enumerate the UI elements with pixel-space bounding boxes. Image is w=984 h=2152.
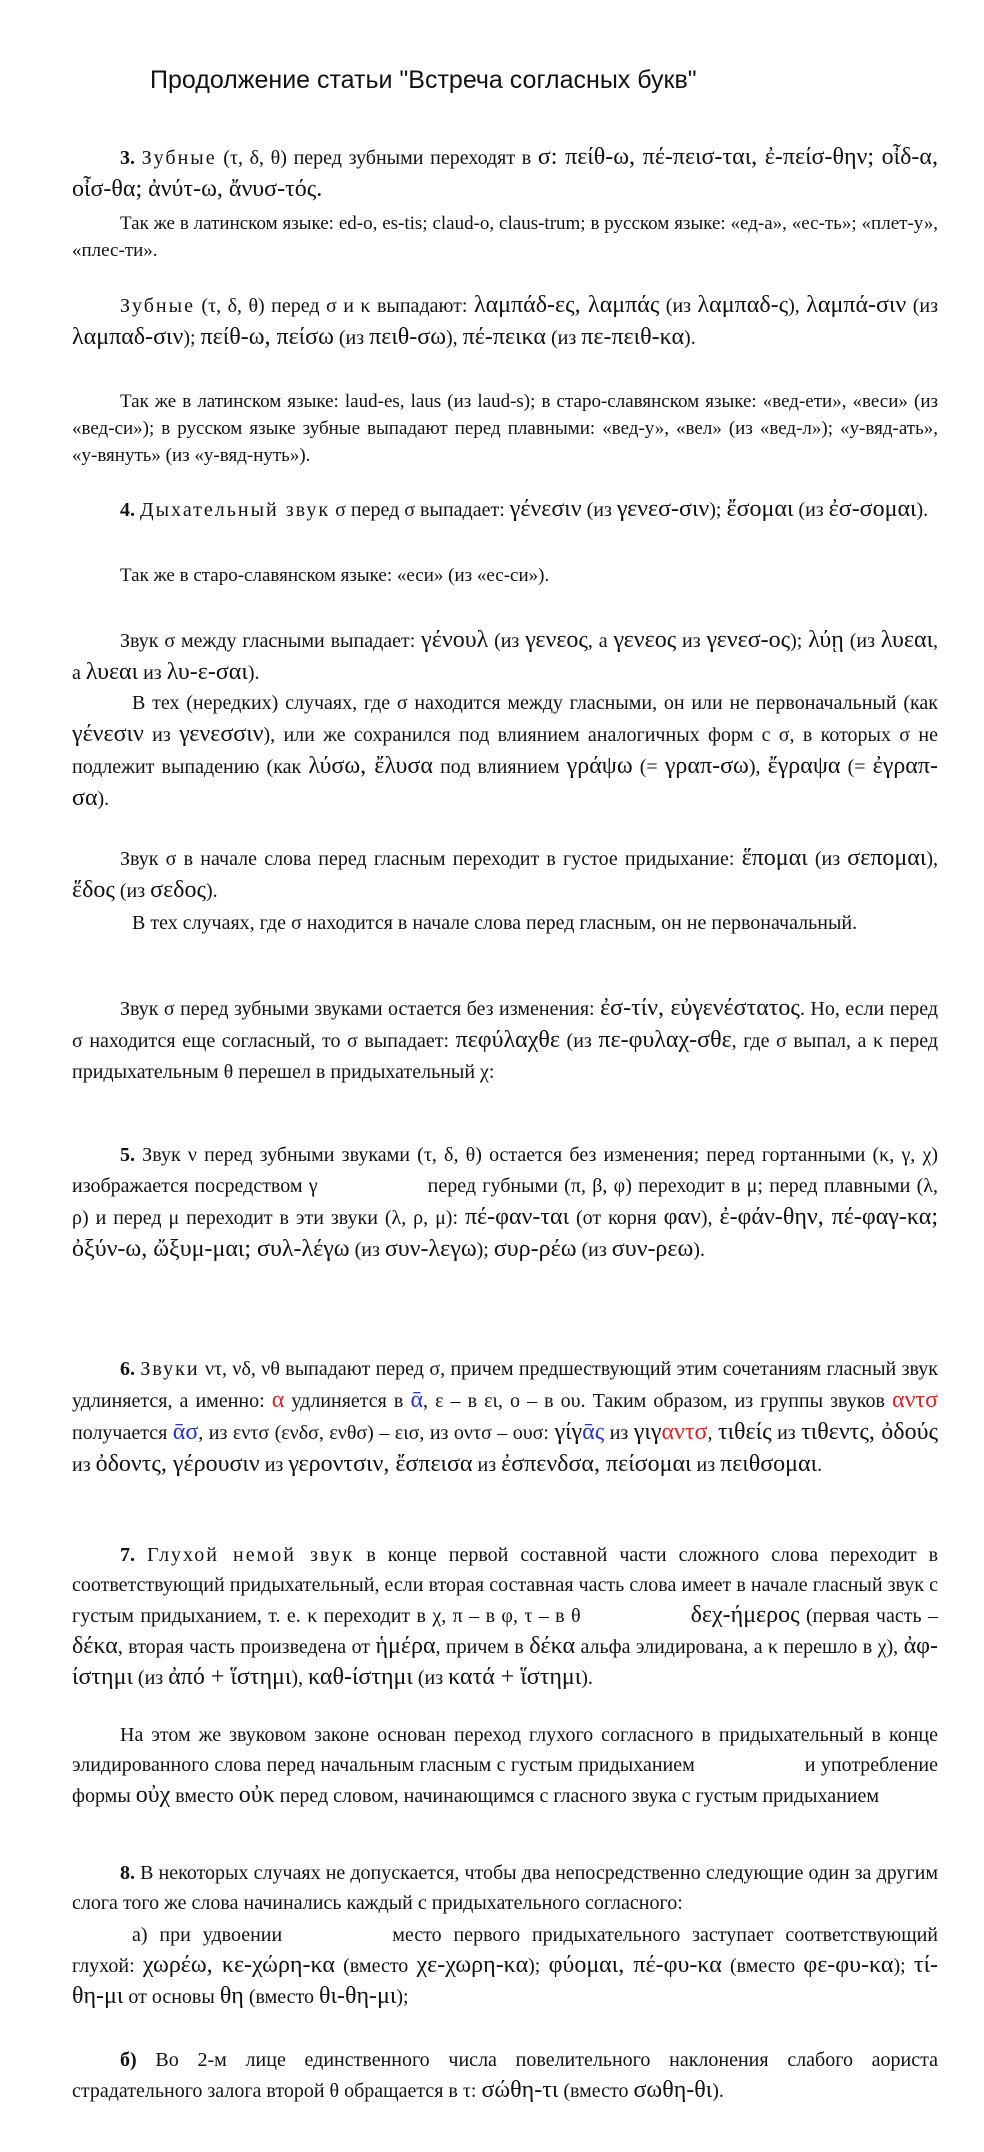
section-number: 3. <box>120 147 135 169</box>
sigma-initial: Звук σ в начале слова перед гласным переходит в густое придыхание: ἕπομαι (из σεπομαι), ἕδος (из σεδος). <box>72 845 938 903</box>
section-5-paragraph: 5. Звук ν перед зубными звуками (τ, δ, θ) остается без изменения; перед гортанными (κ, γ, χ) изображается посредством γ перед губными (π, β, φ) переходит в μ; перед плавными (λ, ρ) и перед μ переходит в эти звуки (λ, ρ, μ): πέ-φαν-ται (от корня φαν), ἐ-φάν-θην, πέ-φαγ-κα; ὀξύν-ω, ὤξυμ-μαι; συλ-λέγω (из συν-λεγω); συρ-ρέω (из συν-ρεω). <box>72 1144 938 1262</box>
highlight-long-alpha: ᾱ <box>410 1387 424 1413</box>
slavic-comparison: Так же в старо-славянском языке: «еси» (из «ес-си»). <box>120 565 550 586</box>
section-8-paragraph: 8. В некоторых случаях не допускается, чтобы два непосредственно следующие один за другим слога того же слова начинались каждый с придыхательного согласного: <box>72 1862 938 1914</box>
latin-slavic-comparison: Так же в латинском языке: laud-es, laus (из laud-s); в старо-славянском языке: «вед-ети», «веси» (из «вед-си»); в русском языке зубные выпадают перед плавными: «вед-у», «вел» (из «вед-л»); «у-вяд-ать», «у-вянуть» (из «у-вяд-нуть»). <box>72 391 938 466</box>
sigma-initial-note: В тех случаях, где σ находится в начале слова перед гласным, он не первоначальный. <box>132 912 858 934</box>
highlight-alpha: α <box>271 1387 285 1413</box>
term: Зубные <box>141 147 217 169</box>
page-title: Продолжение статьи "Встреча согласных букв" <box>150 66 697 94</box>
section-7-paragraph: 7. Глухой немой звук в конце первой составной части сложного слова переходит в соответствующий придыхательный, если вторая составная часть слова имеет в начале гласный звук с густым придыханием, т. е. κ переходит в χ, π – в φ, τ – в θ δεχ-ήμερος (первая часть – δέκα, вторая часть произведена от ἡμέρα, причем в δέκα альфа элидирована, а κ перешло в χ), ἀφ-ίστημι (из ἀπό + ἵστημι), καθ-ίστημι (из κατά + ἵστημι). <box>72 1544 939 1690</box>
section-4-paragraph: 4. Дыхательный звук σ перед σ выпадает: γένεσιν (из γενεσ-σιν); ἔσομαι (из ἐσ-σομαι). <box>120 496 929 522</box>
section-3-dental-drop: Зубные (τ, δ, θ) перед σ и κ выпадают: λαμπάδ-ες, λαμπάς (из λαμπαδ-ς), λαμπά-σιν (из λαμπαδ-σιν); πείθ-ω, πείσω (из πειθ-σω), πέ-πεικα (из πε-πειθ-κα). <box>72 292 939 350</box>
sigma-exceptions: В тех (нередких) случаях, где σ находится между гласными, он или не первоначальный (как γένεσιν из γενεσσιν), или же сохранился под влиянием аналогичных форм с σ, в которых σ не подлежит выпадению (как λύσω, ἔλυσα под влиянием γράψω (= γραπ-σω), ἔγραψα (= ἐγραπ-σα). <box>72 692 938 811</box>
sigma-between-vowels: Звук σ между гласными выпадает: γένουλ (из γενεος, а γενεος из γενεσ-ος); λύῃ (из λυεαι, а λυεαι из λυ-ε-σαι). <box>72 627 939 685</box>
sigma-before-dentals: Звук σ перед зубными звуками остается без изменения: ἐσ-τίν, εὐγενέστατος. Но, если перед σ находится еще согласный, то σ выпадает: πεφύλαχθε (из πε-φυλαχ-σθε, где σ выпал, а κ перед придыхательным θ перешел в придыхательный χ: <box>72 995 938 1083</box>
section-3-paragraph: 3. Зубные (τ, δ, θ) перед зубными переходят в σ: πείθ-ω, πέ-πεισ-ται, ἐ-πείσ-θην; οἶδ-α, οἶσ-θα; ἀνύτ-ω, ἄνυσ-τός. <box>72 144 938 202</box>
section-8-item-a: а) при удвоении место первого придыхательного заступает соответствующий глухой: χωρέω, κε-χώρη-κα (вместо χε-χωρη-κα); φύομαι, πέ-φυ-κα (вместо φε-φυ-κα); τί-θη-μι от основы θη (вместо θι-θη-μι); <box>72 1924 939 2009</box>
section-8-item-b: б) Во 2-м лице единственного числа повелительного наклонения слабого аориста страдательного залога второй θ обращается в τ: σώθη-τι (вместо σωθη-θι). <box>72 2049 938 2103</box>
section-7-aspiration-note: На этом же звуковом законе основан переход глухого согласного в придыхательный в конце элидированного слова перед начальным гласным с густым придыханием и употребление формы οὐχ вместо οὐκ перед словом, начинающимся с гласного звука с густым придыханием <box>72 1724 939 1808</box>
section-6-paragraph: 6. Звуки ντ, νδ, νθ выпадают перед σ, причем предшествующий этим сочетаниям гласный звук удлиняется, а именно: α удлиняется в ᾱ, ε – в ει, ο – в ου. Таким образом, из группы звуков αντσ получается ᾱσ, из εντσ (ενδσ, ενθσ) – εισ, из οντσ – ουσ: γίγᾱς из γιγαντσ, τιθείς из τιθεντς, ὀδούς из ὀδοντς, γέρουσιν из γεροντσιν, ἔσπεισα из ἐσπενδσα, πείσομαι из πειθσομαι. <box>72 1358 939 1477</box>
latin-comparison: Так же в латинском языке: ed-o, es-tis; claud-o, claus-trum; в русском языке: «ед-а», «ес-ть»; «плет-у», «плес-ти». <box>72 213 938 261</box>
greek-examples: σ: πείθ-ω, πέ-πεισ-ται, ἐ-πείσ-θην; οἶδ-α, οἶσ-θα; ἀνύτ-ω, ἄνυσ-τός. <box>72 144 938 202</box>
